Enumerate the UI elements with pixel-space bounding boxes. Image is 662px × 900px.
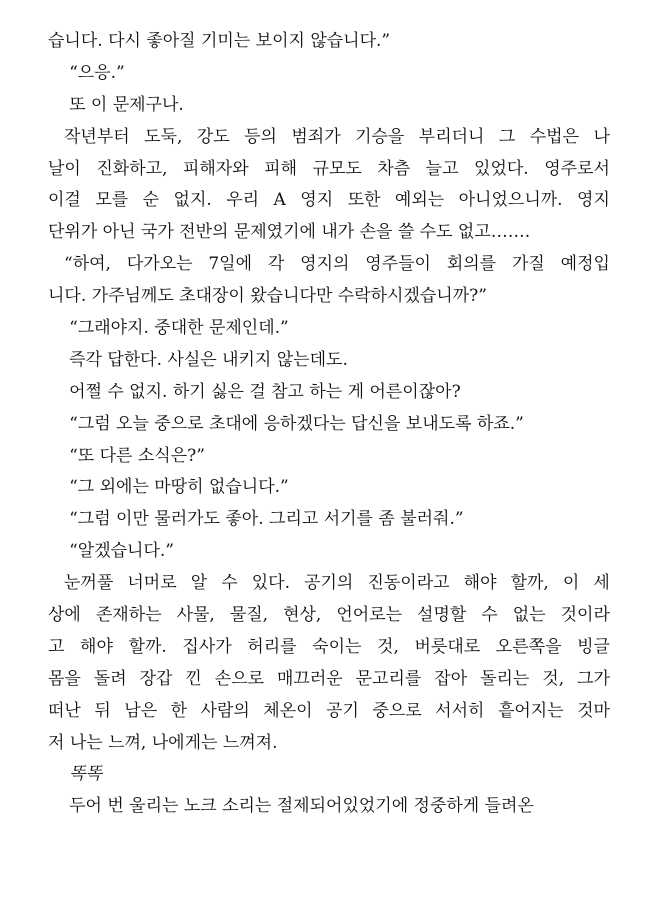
word: 이걸 [48,190,81,211]
word: 해야 [80,636,113,657]
word: 피해자와 [182,158,249,179]
paragraph-indent [48,441,64,473]
word: 영주로서 [544,158,610,179]
text-line [48,249,610,281]
word: 할까. [128,636,167,657]
word: 부리더니 [418,126,485,147]
novel-page [48,26,610,823]
word: 현상, [283,605,322,626]
line-text [48,632,610,664]
word: 것이라 [560,605,610,626]
word: 장갑 [139,668,173,689]
line-text: 또 이 문제구나. [69,94,184,115]
line-text: “그럼 오늘 중으로 초대에 응하겠다는 답신을 보내도록 하죠.” [69,413,524,434]
word: 버릇대로 [414,636,481,657]
word: 것마 [577,700,610,721]
word: 도둑, [144,126,183,147]
word: 영지 [577,190,610,211]
word: 늘고 [425,158,459,179]
word: 있었다. [474,158,529,179]
text-line [48,632,610,664]
paragraph-indent [48,377,64,409]
line-text: 습니다. 다시 좋아질 기미는 보이지 않습니다.” [48,31,391,51]
word: 이 [562,573,580,594]
word: 수법은 [529,126,580,147]
word: 피해 [264,158,298,179]
text-line [48,664,610,696]
line-text [64,122,610,154]
paragraph-indent [48,313,64,345]
word: 숙이는 [312,636,362,657]
word: 잡아 [434,668,468,689]
word: 없지. [173,190,212,211]
text-line [48,441,610,473]
word: 오른쪽을 [495,636,562,657]
word: 규모도 [312,158,362,179]
word: 예외는 [394,190,445,211]
text-line [48,409,610,441]
paragraph-indent [48,409,64,441]
word: 빙글 [577,636,610,657]
word: 사물, [176,605,215,626]
line-text [64,249,610,281]
line-text: 니다. 가주님께도 초대장이 왔습니다만 수락하시겠습니까?” [48,286,487,307]
word: 세 [593,573,610,594]
line-text [64,568,610,600]
text-line [48,472,610,504]
word: 물질, [229,605,269,626]
text-line [48,58,610,90]
word: 그가 [577,668,610,689]
word: “하여, [64,254,111,275]
text-line [48,504,610,536]
word: 진동이라고 [367,573,450,594]
word: 영지의 [300,254,350,275]
word: 돌려 [93,668,127,689]
paragraph-indent [48,568,64,600]
line-text [48,185,610,217]
line-text: 똑똑 [69,764,102,785]
word: 가질 [511,254,545,275]
line-text [48,696,610,728]
word: 공기의 [304,573,354,594]
word: 눈꺼풀 [64,573,114,594]
word: 범죄가 [291,126,341,147]
paragraph-indent [48,791,64,823]
word: 아니었으니까. [458,190,563,211]
word: 언어로는 [336,605,403,626]
word: 차츰 [377,158,411,179]
word: 강도 [196,126,230,147]
word: 낀 [185,668,202,689]
line-text [48,600,610,632]
text-line [48,122,610,154]
text-line [48,568,610,600]
word: 체온이 [263,700,313,721]
word: 영지 [300,190,334,211]
line-text: 저 나는 느껴, 나에게는 느껴져. [48,732,278,753]
word: 집사가 [182,636,232,657]
word: 사람의 [200,700,250,721]
word: 공기 [326,700,359,721]
text-line [48,90,610,122]
word: 각 [267,254,285,275]
line-text [48,154,610,186]
word: 수 [221,573,238,594]
word: 등의 [244,126,277,147]
word: 수 [481,605,498,626]
paragraph-indent [48,90,64,122]
text-line [48,313,610,345]
word: 너머로 [127,573,177,594]
paragraph-indent [48,472,64,504]
word: 예정입 [560,254,610,275]
word: 뒤 [94,700,111,721]
word: 순 [142,190,160,211]
word: 할까, [510,573,549,594]
word: 고 [48,636,65,657]
text-line [48,759,610,791]
text-line [48,696,610,728]
word: 상에 [48,605,81,626]
text-line [48,154,610,186]
line-text: “그 외에는 마땅히 없습니다.” [69,477,289,498]
word: 존재하는 [95,605,162,626]
word: 흩어지는 [497,700,564,721]
word: 떠난 [48,700,81,721]
text-line [48,185,610,217]
word: 중으로 [372,700,422,721]
word: 또한 [347,190,381,211]
paragraph-indent [48,122,64,154]
line-text: “으응.” [69,62,125,83]
word: 진화하고, [96,158,168,179]
word: 작년부터 [64,126,130,147]
line-text [48,664,610,696]
word: 설명할 [417,605,467,626]
word: 서서히 [435,700,485,721]
line-text: 단위가 아닌 국가 전반의 문제였기에 내가 손을 쓸 수도 없고……. [48,222,531,243]
text-line [48,536,610,568]
text-line [48,377,610,409]
word: 돌리는 [480,668,530,689]
word: 문고리를 [355,668,422,689]
word: 회의를 [446,254,497,275]
word: 날이 [48,158,81,179]
paragraph-indent [48,249,64,281]
word: 7일에 [208,254,253,275]
word: 한 [170,700,188,721]
line-text: “그래야지. 중대한 문제인데.” [69,318,289,339]
paragraph-indent [48,536,64,568]
word: 해야 [463,573,497,594]
line-text: 어쩔 수 없지. 하기 싫은 걸 참고 하는 게 어른이잖아? [69,381,461,402]
paragraph-indent [48,58,64,90]
word: 것, [542,668,565,689]
word: 손으로 [214,668,265,689]
text-line [48,26,610,58]
paragraph-indent [48,759,64,791]
word: 영주들이 [365,254,431,275]
text-line [48,281,610,313]
word: 몸을 [48,668,81,689]
word: 그 [498,126,516,147]
word: 모를 [95,190,129,211]
word: 있다. [251,573,290,594]
line-text: “그럼 이만 물러가도 좋아. 그리고 서기를 좀 불러줘.” [69,509,464,530]
text-line [48,728,610,760]
text-line [48,345,610,377]
line-text: 즉각 답한다. 사실은 내키지 않는데도. [69,349,348,370]
word: 없는 [512,605,546,626]
text-line [48,217,610,249]
paragraph-indent [48,504,64,536]
word: 허리를 [247,636,297,657]
word: 알 [190,573,208,594]
line-text: “또 다른 소식은?” [69,445,205,466]
word: 것, [377,636,399,657]
word: 다가오는 [126,254,193,275]
word: 나 [593,126,610,147]
line-text: 두어 번 울리는 노크 소리는 절제되어있었기에 정중하게 들려온 [69,796,534,817]
word: 남은 [124,700,158,721]
paragraph-indent [48,345,64,377]
text-line [48,600,610,632]
word: 기승을 [355,126,405,147]
word: 매끄러운 [276,668,343,689]
text-line [48,791,610,823]
word: A [273,190,286,211]
word: 우리 [226,190,260,211]
line-text: “알겠습니다.” [69,541,174,562]
